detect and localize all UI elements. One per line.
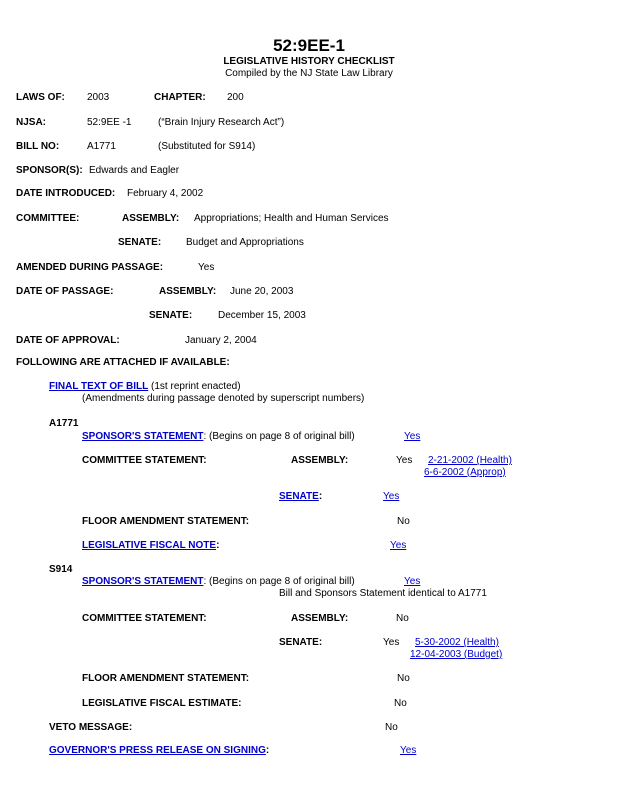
s914-assembly-value: No xyxy=(396,613,409,624)
a1771-senate-link[interactable]: SENATE xyxy=(279,491,319,502)
s914-senate-link-health[interactable]: 5-30-2002 (Health) xyxy=(415,637,499,648)
committee-label: COMMITTEE: xyxy=(16,213,80,224)
a1771-fiscal-yes[interactable]: Yes xyxy=(390,540,407,551)
a1771-sponsor-statement-note: : (Begins on page 8 of original bill) xyxy=(203,431,355,442)
s914-sponsor-row xyxy=(82,576,355,588)
date-introduced-label: DATE INTRODUCED: xyxy=(16,188,116,199)
a1771-fiscal-note-link[interactable]: LEGISLATIVE FISCAL NOTE xyxy=(82,540,217,551)
passage-assembly-label: ASSEMBLY: xyxy=(159,286,217,297)
a1771-heading: A1771 xyxy=(49,418,79,429)
s914-sponsor-statement-yes[interactable]: Yes xyxy=(404,576,421,587)
njsa-note: (“Brain Injury Research Act”) xyxy=(158,117,285,128)
final-text-note-2: (Amendments during passage denoted by superscript numbers) xyxy=(82,393,365,404)
a1771-sponsor-row xyxy=(82,431,355,443)
s914-heading: S914 xyxy=(49,564,73,575)
governor-yes[interactable]: Yes xyxy=(400,745,417,756)
passage-senate-label: SENATE: xyxy=(149,310,193,321)
a1771-senate-colon: : xyxy=(318,491,323,502)
date-of-approval-value: January 2, 2004 xyxy=(185,335,257,346)
njsa-label: NJSA: xyxy=(16,117,47,128)
a1771-senate-yes[interactable]: Yes xyxy=(383,491,400,502)
a1771-assembly-label: ASSEMBLY: xyxy=(291,455,349,466)
page-subtitle: LEGISLATIVE HISTORY CHECKLIST xyxy=(223,56,395,67)
a1771-fiscal-row xyxy=(82,540,219,552)
veto-value: No xyxy=(385,722,398,733)
s914-identical-note: Bill and Sponsors Statement identical to A1771 xyxy=(279,588,487,599)
bill-no-value: A1771 xyxy=(87,141,116,152)
s914-fiscal-label: LEGISLATIVE FISCAL ESTIMATE: xyxy=(82,698,242,709)
sponsors-label: SPONSOR(S): xyxy=(16,165,83,176)
governor-press-release-link[interactable]: GOVERNOR'S PRESS RELEASE ON SIGNING xyxy=(49,745,266,756)
s914-floor-label: FLOOR AMENDMENT STATEMENT: xyxy=(82,673,250,684)
s914-sponsor-statement-link[interactable]: SPONSOR'S STATEMENT xyxy=(82,576,204,587)
committee-assembly-label: ASSEMBLY: xyxy=(122,213,180,224)
veto-label: VETO MESSAGE: xyxy=(49,722,133,733)
s914-senate-value: Yes xyxy=(383,637,400,648)
final-text-row xyxy=(49,381,241,393)
committee-senate-value: Budget and Appropriations xyxy=(186,237,304,248)
attached-heading: FOLLOWING ARE ATTACHED IF AVAILABLE: xyxy=(16,357,230,368)
s914-floor-value: No xyxy=(397,673,410,684)
date-introduced-value: February 4, 2002 xyxy=(127,188,204,199)
bill-no-label: BILL NO: xyxy=(16,141,60,152)
date-of-passage-label: DATE OF PASSAGE: xyxy=(16,286,114,297)
date-of-approval-label: DATE OF APPROVAL: xyxy=(16,335,120,346)
a1771-sponsor-statement-yes[interactable]: Yes xyxy=(404,431,421,442)
chapter-label: CHAPTER: xyxy=(154,92,206,103)
a1771-floor-value: No xyxy=(397,516,410,527)
compiled-by: Compiled by the NJ State Law Library xyxy=(225,68,393,79)
s914-assembly-label: ASSEMBLY: xyxy=(291,613,349,624)
laws-of-value: 2003 xyxy=(87,92,110,103)
s914-sponsor-statement-note: : (Begins on page 8 of original bill) xyxy=(203,576,355,587)
a1771-senate-row xyxy=(279,491,322,503)
a1771-assembly-link-approp[interactable]: 6-6-2002 (Approp) xyxy=(424,467,506,478)
governor-row xyxy=(49,745,269,757)
amended-value: Yes xyxy=(198,262,215,273)
a1771-committee-statement-label: COMMITTEE STATEMENT: xyxy=(82,455,207,466)
sponsors-value: Edwards and Eagler xyxy=(89,165,180,176)
bill-no-note: (Substituted for S914) xyxy=(158,141,256,152)
a1771-sponsor-statement-link[interactable]: SPONSOR'S STATEMENT xyxy=(82,431,204,442)
njsa-value: 52:9EE -1 xyxy=(87,117,132,128)
final-text-link[interactable]: FINAL TEXT OF BILL xyxy=(49,381,149,392)
committee-senate-label: SENATE: xyxy=(118,237,162,248)
s914-senate-link-budget[interactable]: 12-04-2003 (Budget) xyxy=(410,649,503,660)
passage-assembly-value: June 20, 2003 xyxy=(230,286,294,297)
a1771-floor-label: FLOOR AMENDMENT STATEMENT: xyxy=(82,516,250,527)
passage-senate-value: December 15, 2003 xyxy=(218,310,306,321)
chapter-value: 200 xyxy=(227,92,244,103)
s914-committee-statement-label: COMMITTEE STATEMENT: xyxy=(82,613,207,624)
page-title: 52:9EE-1 xyxy=(273,36,345,55)
a1771-assembly-value: Yes xyxy=(396,455,413,466)
final-text-note: (1st reprint enacted) xyxy=(148,381,241,392)
s914-senate-label: SENATE: xyxy=(279,637,323,648)
a1771-fiscal-colon: : xyxy=(216,540,220,551)
s914-fiscal-value: No xyxy=(394,698,407,709)
laws-of-label: LAWS OF: xyxy=(16,92,65,103)
governor-colon: : xyxy=(265,745,270,756)
amended-label: AMENDED DURING PASSAGE: xyxy=(16,262,164,273)
a1771-assembly-link-health[interactable]: 2-21-2002 (Health) xyxy=(428,455,512,466)
committee-assembly-value: Appropriations; Health and Human Services xyxy=(194,213,389,224)
